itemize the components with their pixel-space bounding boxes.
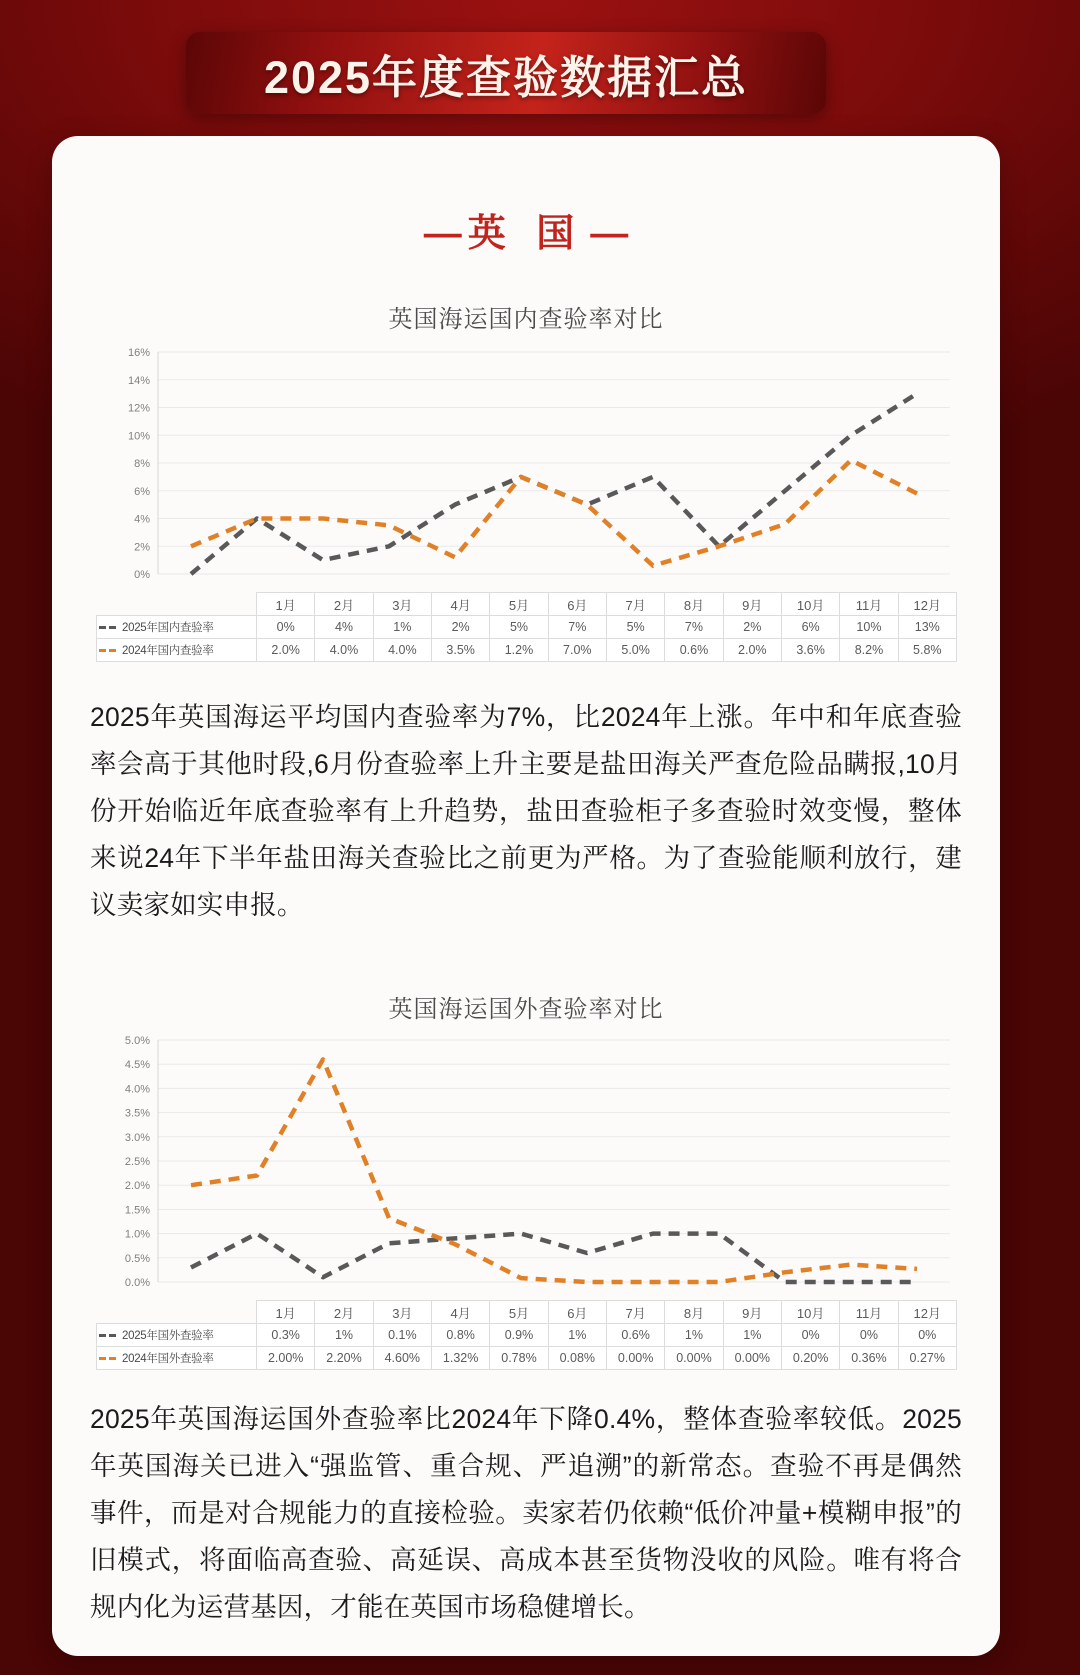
svg-text:8%: 8% xyxy=(134,458,150,470)
chart-overseas xyxy=(52,989,1000,1370)
table-cell-value: 0.1% xyxy=(373,1324,431,1347)
table-cell-value: 2.20% xyxy=(315,1347,373,1370)
legend-dash-icon xyxy=(99,645,118,657)
table-row-months xyxy=(97,593,957,616)
legend-series-name: 2024年国内查验率 xyxy=(122,645,214,657)
svg-text:3.5%: 3.5% xyxy=(124,1107,150,1120)
table-header-month: 10月 xyxy=(781,593,839,616)
svg-text:4.5%: 4.5% xyxy=(124,1059,150,1072)
svg-text:2.5%: 2.5% xyxy=(124,1156,150,1168)
table-cell-value: 7.0% xyxy=(548,639,606,662)
table-header-month: 9月 xyxy=(723,593,781,616)
table-cell-value: 0.36% xyxy=(840,1347,898,1370)
svg-text:5.0%: 5.0% xyxy=(124,1035,150,1047)
table-cell-value: 3.6% xyxy=(781,639,839,662)
table-cell-value: 0.20% xyxy=(781,1347,839,1370)
header-banner xyxy=(186,32,826,114)
table-cell-value: 8.2% xyxy=(840,639,898,662)
table-row xyxy=(97,1347,957,1370)
table-cell-value: 7% xyxy=(665,616,723,639)
table-cell-value: 4.0% xyxy=(315,639,373,662)
legend-label-2024 xyxy=(97,1347,257,1370)
svg-text:10%: 10% xyxy=(127,430,150,443)
table-row xyxy=(97,616,957,639)
table-row xyxy=(97,639,957,662)
table-cell-value: 0.27% xyxy=(898,1347,956,1370)
table-cell-value: 3.5% xyxy=(431,639,489,662)
table-header-month: 11月 xyxy=(840,593,898,616)
table-header-month: 8月 xyxy=(665,1301,723,1324)
table-header-month: 4月 xyxy=(431,593,489,616)
svg-text:0.0%: 0.0% xyxy=(124,1277,150,1289)
table-cell-value: 1% xyxy=(723,1324,781,1347)
table-cell-value: 1% xyxy=(665,1324,723,1347)
svg-text:2.0%: 2.0% xyxy=(124,1180,150,1193)
legend-dash-icon xyxy=(99,622,118,634)
paragraph-overseas: 2025年英国海运国外查验率比2024年下降0.4%，整体查验率较低。2025年英国海关已进入“强监管、重合规、严追溯”的新常态。查验不再是偶然事件，而是对合规能力的直接检验。卖家若仍依赖“低价冲量+模糊申报”的旧模式，将面临高查验、高延误、高成本甚至货物没收的风险。唯有将合规内化为运营基因，才能在英国市场稳健增长。 xyxy=(90,1404,962,1622)
svg-text:3.0%: 3.0% xyxy=(124,1131,150,1144)
page-title: 2025年度查验数据汇总 xyxy=(263,51,749,103)
table-row-months xyxy=(97,1301,957,1324)
table-header-month: 4月 xyxy=(431,1301,489,1324)
legend-series-name: 2025年国外查验率 xyxy=(122,1330,214,1342)
table-cell-value: 0% xyxy=(781,1324,839,1347)
table-cell-value: 1.2% xyxy=(490,639,548,662)
dash-right-decoration: — xyxy=(590,213,629,255)
svg-text:0.5%: 0.5% xyxy=(124,1252,150,1265)
table-header-month: 3月 xyxy=(373,593,431,616)
svg-text:14%: 14% xyxy=(127,374,150,387)
table-cell-value: 2.0% xyxy=(723,639,781,662)
legend-label-2025 xyxy=(97,616,257,639)
table-header-month: 12月 xyxy=(898,1301,956,1324)
table-header-month: 3月 xyxy=(373,1301,431,1324)
svg-text:1.0%: 1.0% xyxy=(124,1228,150,1241)
table-cell-value: 5% xyxy=(490,616,548,639)
country-name: 英 国 xyxy=(467,213,585,255)
country-heading xyxy=(52,202,1000,257)
table-cell-value: 0.00% xyxy=(606,1347,664,1370)
table-cell-value: 0.00% xyxy=(723,1347,781,1370)
legend-dash-icon xyxy=(99,1353,118,1365)
svg-text:16%: 16% xyxy=(127,347,150,359)
svg-text:0%: 0% xyxy=(134,569,150,581)
chart-overseas-plot xyxy=(96,1032,956,1300)
table-cell-value: 2% xyxy=(431,616,489,639)
table-header-month: 10月 xyxy=(781,1301,839,1324)
chart-domestic-data-table xyxy=(96,592,957,662)
table-corner-cell xyxy=(97,1301,257,1324)
chart-domestic-plot xyxy=(96,344,956,592)
table-cell-value: 0.08% xyxy=(548,1347,606,1370)
table-header-month: 2月 xyxy=(315,593,373,616)
table-cell-value: 7% xyxy=(548,616,606,639)
table-cell-value: 5% xyxy=(606,616,664,639)
chart-overseas-table-wrap xyxy=(96,1300,956,1370)
svg-text:4%: 4% xyxy=(134,513,150,526)
svg-text:2%: 2% xyxy=(134,541,150,554)
table-header-month: 8月 xyxy=(665,593,723,616)
table-cell-value: 5.8% xyxy=(898,639,956,662)
chart-domestic-title: 英国海运国内查验率对比 xyxy=(388,306,664,333)
table-cell-value: 0.6% xyxy=(606,1324,664,1347)
legend-label-2024 xyxy=(97,639,257,662)
table-cell-value: 0.3% xyxy=(257,1324,315,1347)
legend-label-2025 xyxy=(97,1324,257,1347)
svg-text:12%: 12% xyxy=(127,402,150,415)
table-cell-value: 5.0% xyxy=(606,639,664,662)
table-corner-cell xyxy=(97,593,257,616)
table-cell-value: 1.32% xyxy=(431,1347,489,1370)
table-header-month: 5月 xyxy=(490,593,548,616)
table-cell-value: 1% xyxy=(548,1324,606,1347)
paragraph-domestic: 2025年英国海运平均国内查验率为7%，比2024年上涨。年中和年底查验率会高于其他时段,6月份查验率上升主要是盐田海关严查危险品瞒报,10月份开始临近年底查验率有上升趋势，盐田查验柜子多查验时效变慢，整体来说24年下半年盐田海关查验比之前更为严格。为了查验能顺利放行，建议卖家如实申报。 xyxy=(90,702,962,920)
table-cell-value: 0% xyxy=(898,1324,956,1347)
chart-overseas-data-table xyxy=(96,1300,957,1370)
content-card xyxy=(52,136,1000,1656)
dash-left-decoration: — xyxy=(423,213,462,255)
table-header-month: 1月 xyxy=(257,1301,315,1324)
chart-domestic xyxy=(52,299,1000,662)
table-header-month: 11月 xyxy=(840,1301,898,1324)
svg-text:1.5%: 1.5% xyxy=(124,1204,150,1217)
table-cell-value: 4% xyxy=(315,616,373,639)
table-cell-value: 0% xyxy=(840,1324,898,1347)
legend-series-name: 2024年国外查验率 xyxy=(122,1353,214,1365)
table-header-month: 7月 xyxy=(606,1301,664,1324)
table-cell-value: 13% xyxy=(898,616,956,639)
table-cell-value: 0% xyxy=(257,616,315,639)
table-cell-value: 2% xyxy=(723,616,781,639)
table-header-month: 2月 xyxy=(315,1301,373,1324)
table-cell-value: 2.00% xyxy=(257,1347,315,1370)
table-header-month: 6月 xyxy=(548,1301,606,1324)
table-cell-value: 0.9% xyxy=(490,1324,548,1347)
table-cell-value: 4.0% xyxy=(373,639,431,662)
svg-text:6%: 6% xyxy=(134,485,150,498)
chart-overseas-svg xyxy=(96,1032,956,1300)
table-cell-value: 6% xyxy=(781,616,839,639)
table-row xyxy=(97,1324,957,1347)
table-cell-value: 0.78% xyxy=(490,1347,548,1370)
legend-dash-icon xyxy=(99,1330,118,1342)
table-cell-value: 0.8% xyxy=(431,1324,489,1347)
table-header-month: 12月 xyxy=(898,593,956,616)
svg-text:4.0%: 4.0% xyxy=(124,1083,150,1096)
table-header-month: 9月 xyxy=(723,1301,781,1324)
table-cell-value: 4.60% xyxy=(373,1347,431,1370)
table-cell-value: 10% xyxy=(840,616,898,639)
table-header-month: 5月 xyxy=(490,1301,548,1324)
table-cell-value: 2.0% xyxy=(257,639,315,662)
legend-series-name: 2025年国内查验率 xyxy=(122,622,214,634)
table-cell-value: 0.6% xyxy=(665,639,723,662)
table-header-month: 1月 xyxy=(257,593,315,616)
table-cell-value: 0.00% xyxy=(665,1347,723,1370)
chart-domestic-table-wrap xyxy=(96,592,956,662)
chart-domestic-svg xyxy=(96,344,956,592)
table-header-month: 7月 xyxy=(606,593,664,616)
table-header-month: 6月 xyxy=(548,593,606,616)
chart-overseas-title: 英国海运国外查验率对比 xyxy=(388,996,664,1023)
table-cell-value: 1% xyxy=(373,616,431,639)
table-cell-value: 1% xyxy=(315,1324,373,1347)
